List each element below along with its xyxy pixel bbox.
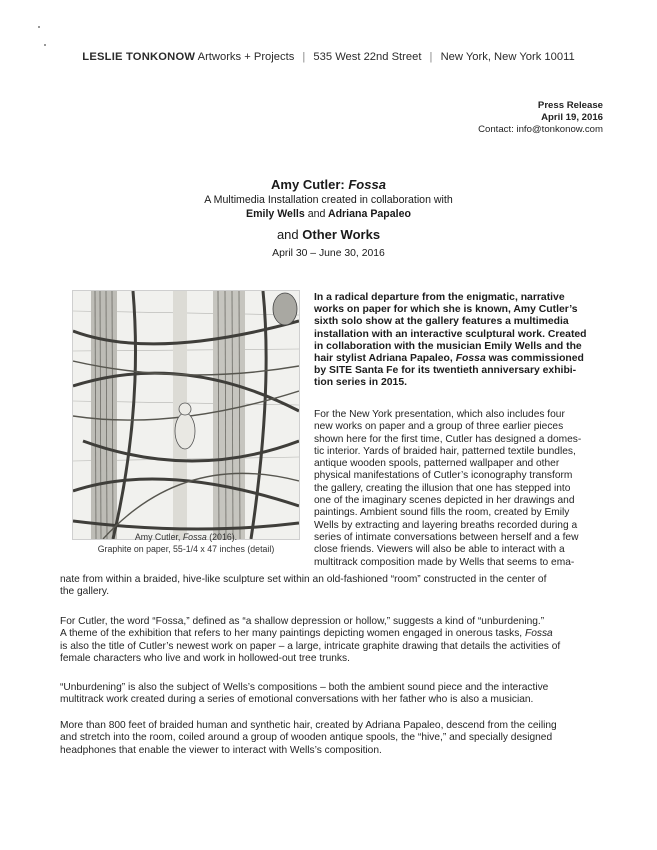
letterhead [0, 51, 657, 63]
caption-year: (2016). [209, 532, 238, 542]
collaborator-1: Emily Wells [246, 208, 305, 220]
text-line [314, 353, 610, 365]
text-line: one of the imaginary scenes depicted in her drawings and [314, 495, 575, 507]
scan-speck [44, 44, 46, 46]
text-span: hair stylist Adriana Papaleo, [314, 353, 453, 365]
title-block [0, 176, 657, 261]
text-line: female characters who live and work in hollowed-out tree trunks. [60, 652, 350, 664]
text-line: For the New York presentation, which also includes four [314, 409, 565, 420]
text-line: paintings. Ambient sound fills the room, created by Emily [314, 507, 570, 519]
gallery-address: 535 West 22nd Street [313, 51, 422, 63]
caption-artist: Amy Cutler, [134, 532, 181, 542]
lead-paragraph [314, 292, 610, 390]
caption-title: Fossa [182, 532, 207, 542]
text-line: multitrack composition made by Wells that seems to ema- [314, 556, 575, 568]
text-line: installation with an interactive sculptural work. Created [314, 328, 587, 340]
conjunction: and [276, 227, 299, 242]
show-title [0, 176, 657, 193]
text-span: A theme of the exhibition that refers to her many paintings depicting women engaged in onerous tasks, [60, 628, 523, 640]
text-line: close friends. Viewers will also be able to interact with a [314, 544, 565, 556]
subtitle: A Multimedia Installation created in collaboration with [204, 194, 453, 206]
text-line: in collaboration with the musician Emily Wells and the [314, 340, 582, 352]
text-line: nate from within a braided, hive-like sculpture set within an old-fashioned “room” constructed in the center of [60, 574, 547, 585]
text-line: by SITE Santa Fe for its twentieth anniversary exhibi- [314, 365, 577, 377]
paragraph-unburdening [60, 682, 616, 707]
text-line: tion series in 2015. [314, 377, 407, 389]
text-line: sixth solo show at the gallery features a multimedia [314, 316, 569, 328]
caption-line-1 [86, 531, 286, 543]
artwork-image [72, 290, 300, 540]
collaborators [0, 207, 657, 221]
image-caption [86, 531, 286, 555]
text-line: new works on paper and a group of three earlier pieces [314, 421, 564, 433]
text-line: works on paper for which she is known, Amy Cutler’s [314, 304, 578, 316]
text-line: Wells by extracting and layering breaths recorded during a [314, 519, 578, 531]
text-span: was commissioned [488, 353, 584, 365]
paragraph-new-york [314, 409, 608, 569]
paragraph-fossa-meaning [60, 616, 616, 665]
press-info [478, 100, 603, 136]
other-works: Other Works [302, 227, 381, 242]
gallery-city: New York, New York 10011 [440, 51, 575, 63]
text-line: antique wooden spools, patterned wallpaper and other [314, 458, 560, 470]
text-line: is also the title of Cutler’s newest work on paper – a large, intricate graphite drawing that details the activities of [60, 640, 561, 652]
text-line: physical manifestations of Cutler’s iconography transform [314, 470, 573, 482]
text-line: In a radical departure from the enigmatic, narrative [314, 292, 565, 303]
text-line: More than 800 feet of braided human and synthetic hair, created by Adriana Papaleo, descend from the ceiling [60, 720, 557, 731]
paragraph-braided-hair [60, 720, 616, 757]
text-line: “Unburdening” is also the subject of Wells’s compositions – both the ambient sound piece and the interactive [60, 682, 549, 693]
work-title: Fossa [348, 177, 386, 192]
artist-name: Amy Cutler: [271, 177, 345, 192]
other-works-heading [0, 225, 657, 245]
text-line: tic interior. Yards of braided hair, patterned textile bundles, [314, 445, 576, 457]
separator: | [429, 51, 433, 63]
text-line: headphones that enable the viewer to interact with Wells’s composition. [60, 744, 382, 756]
press-contact: Contact: info@tonkonow.com [478, 124, 603, 135]
text-line: shown here for the first time, Cutler has designed a domes- [314, 433, 582, 445]
gallery-name: LESLIE TONKONOW [82, 51, 196, 63]
work-title-inline: Fossa [524, 628, 553, 640]
conjunction: and [307, 208, 326, 220]
text-line [60, 628, 616, 640]
paragraph-new-york-continued [60, 574, 608, 599]
work-title-inline: Fossa [455, 353, 486, 365]
show-dates: April 30 – June 30, 2016 [272, 248, 385, 259]
text-line: multitrack work created during a series of emotional conversations with her father who is also a musician. [60, 694, 534, 706]
text-line: For Cutler, the word “Fossa,” defined as “a shallow depression or hollow,” suggests a kind of “unburdening.” [60, 616, 545, 627]
collaborator-2: Adriana Papaleo [327, 208, 411, 220]
gallery-suffix: Artworks + Projects [197, 51, 295, 63]
text-line: the gallery. [60, 586, 110, 598]
text-line: series of intimate conversations between herself and a few [314, 531, 579, 543]
press-date: April 19, 2016 [541, 112, 603, 123]
press-release-label: Press Release [537, 100, 603, 111]
artwork-drawing [73, 291, 299, 539]
text-line: the gallery, creating the illusion that one has stepped into [314, 482, 571, 494]
scan-speck [38, 26, 40, 28]
separator: | [302, 51, 306, 63]
caption-medium: Graphite on paper, 55-1/4 x 47 inches (detail) [97, 544, 275, 554]
text-line: and stretch into the room, coiled around a group of wooden antique spools, the “hive,” and specially designed [60, 732, 553, 744]
